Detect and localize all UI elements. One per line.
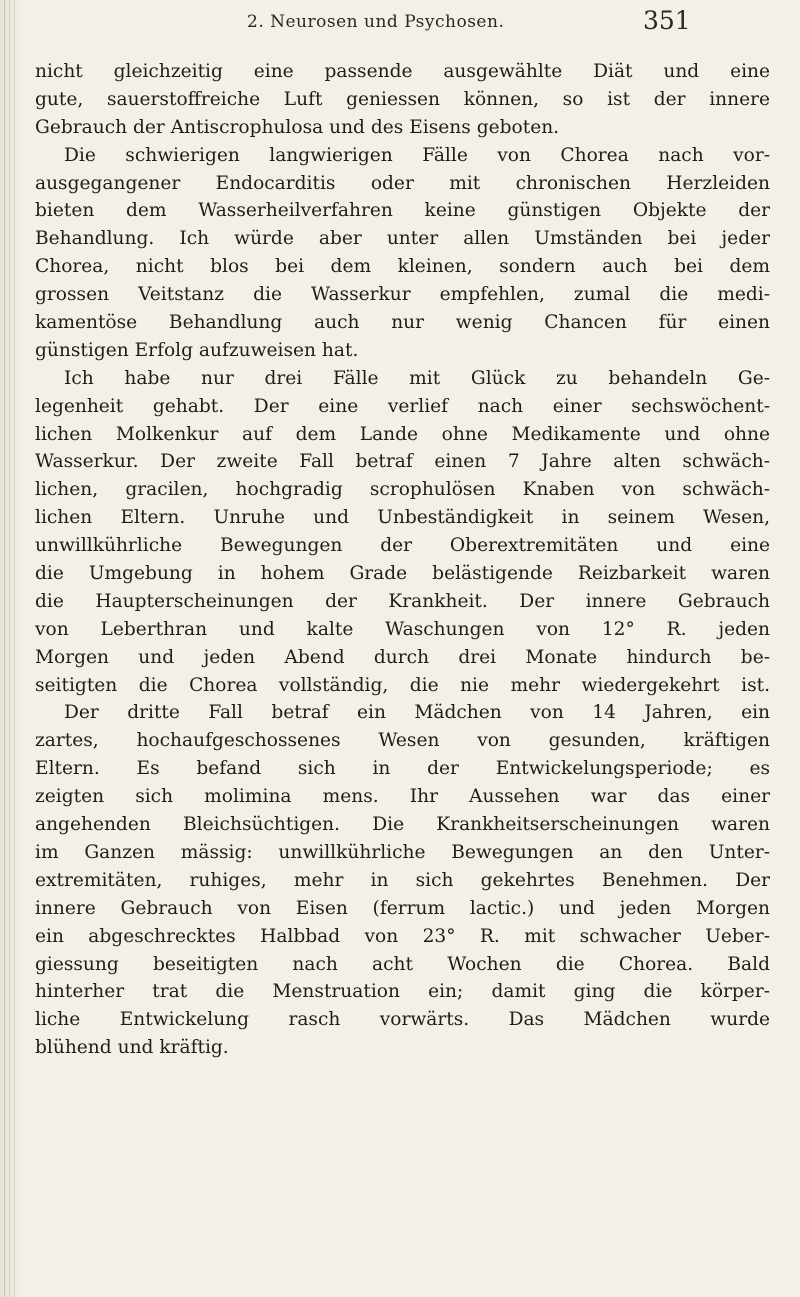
text-line: Chorea, nicht blos bei dem kleinen, sondern auch bei dem <box>35 256 770 278</box>
text-line: ein abgeschrecktes Halbbad von 23° R. mit schwacher Ueber- <box>35 925 770 947</box>
text-line: angehenden Bleichsüchtigen. Die Krankheitserscheinungen waren <box>35 814 770 836</box>
text-line: legenheit gehabt. Der eine verlief nach einer sechswöchent- <box>35 395 770 417</box>
running-head: 2. Neurosen und Psychosen. <box>247 12 505 32</box>
text-line: bieten dem Wasserheilverfahren keine günstigen Objekte der <box>35 200 770 222</box>
text-line: Der dritte Fall betraf ein Mädchen von 14 Jahren, ein <box>64 702 770 724</box>
gutter-line <box>4 0 5 1297</box>
gutter-line <box>14 0 15 1297</box>
text-line: ausgegangener Endocarditis oder mit chronischen Herzleiden <box>35 172 770 194</box>
page-number: 351 <box>643 6 691 35</box>
text-line: die Haupterscheinungen der Krankheit. Der innere Gebrauch <box>35 590 770 612</box>
text-line: im Ganzen mässig: unwillkührliche Bewegungen an den Unter- <box>35 841 770 863</box>
text-line: unwillkührliche Bewegungen der Oberextremitäten und eine <box>35 535 770 557</box>
text-line: Eltern. Es befand sich in der Entwickelungsperiode; es <box>35 758 770 780</box>
text-line: innere Gebrauch von Eisen (ferrum lactic.) und jeden Morgen <box>35 897 770 919</box>
text-line: lichen, gracilen, hochgradig scrophulösen Knaben von schwäch- <box>35 479 770 501</box>
text-line: zartes, hochaufgeschossenes Wesen von gesunden, kräftigen <box>35 730 770 752</box>
text-line: lichen Eltern. Unruhe und Unbeständigkeit in seinem Wesen, <box>35 507 770 529</box>
text-line: Wasserkur. Der zweite Fall betraf einen 7 Jahre alten schwäch- <box>35 451 770 473</box>
text-line: von Leberthran und kalte Waschungen von 12° R. jeden <box>35 618 770 640</box>
text-line: gute, sauerstoffreiche Luft geniessen können, so ist der innere <box>35 88 770 110</box>
binding-gutter <box>0 0 22 1297</box>
gutter-line <box>9 0 10 1297</box>
text-line: extremitäten, ruhiges, mehr in sich gekehrtes Benehmen. Der <box>35 869 770 891</box>
text-line: Die schwierigen langwierigen Fälle von Chorea nach vor- <box>64 144 770 166</box>
text-line: lichen Molkenkur auf dem Lande ohne Medikamente und ohne <box>35 423 770 445</box>
text-line: hinterher trat die Menstruation ein; damit ging die körper- <box>35 981 770 1003</box>
text-line: seitigten die Chorea vollständig, die nie mehr wiedergekehrt ist. <box>35 674 770 696</box>
text-line: Behandlung. Ich würde aber unter allen Umständen bei jeder <box>35 228 770 250</box>
text-line: liche Entwickelung rasch vorwärts. Das Mädchen wurde <box>35 1009 770 1031</box>
text-line: günstigen Erfolg aufzuweisen hat. <box>35 339 359 361</box>
text-line: kamentöse Behandlung auch nur wenig Chancen für einen <box>35 312 770 334</box>
text-line: grossen Veitstanz die Wasserkur empfehlen, zumal die medi- <box>35 284 770 306</box>
body-text <box>35 58 770 1062</box>
text-line: die Umgebung in hohem Grade belästigende Reizbarkeit waren <box>35 563 770 585</box>
text-line: nicht gleichzeitig eine passende ausgewählte Diät und eine <box>35 61 770 82</box>
text-line: Ich habe nur drei Fälle mit Glück zu behandeln Ge- <box>64 367 770 389</box>
text-line: giessung beseitigten nach acht Wochen die Chorea. Bald <box>35 953 770 975</box>
text-line: zeigten sich molimina mens. Ihr Aussehen war das einer <box>35 786 770 808</box>
text-line: Morgen und jeden Abend durch drei Monate hindurch be- <box>35 646 770 668</box>
text-line: blühend und kräftig. <box>35 1037 229 1059</box>
text-line: Gebrauch der Antiscrophulosa und des Eisens geboten. <box>35 116 560 138</box>
